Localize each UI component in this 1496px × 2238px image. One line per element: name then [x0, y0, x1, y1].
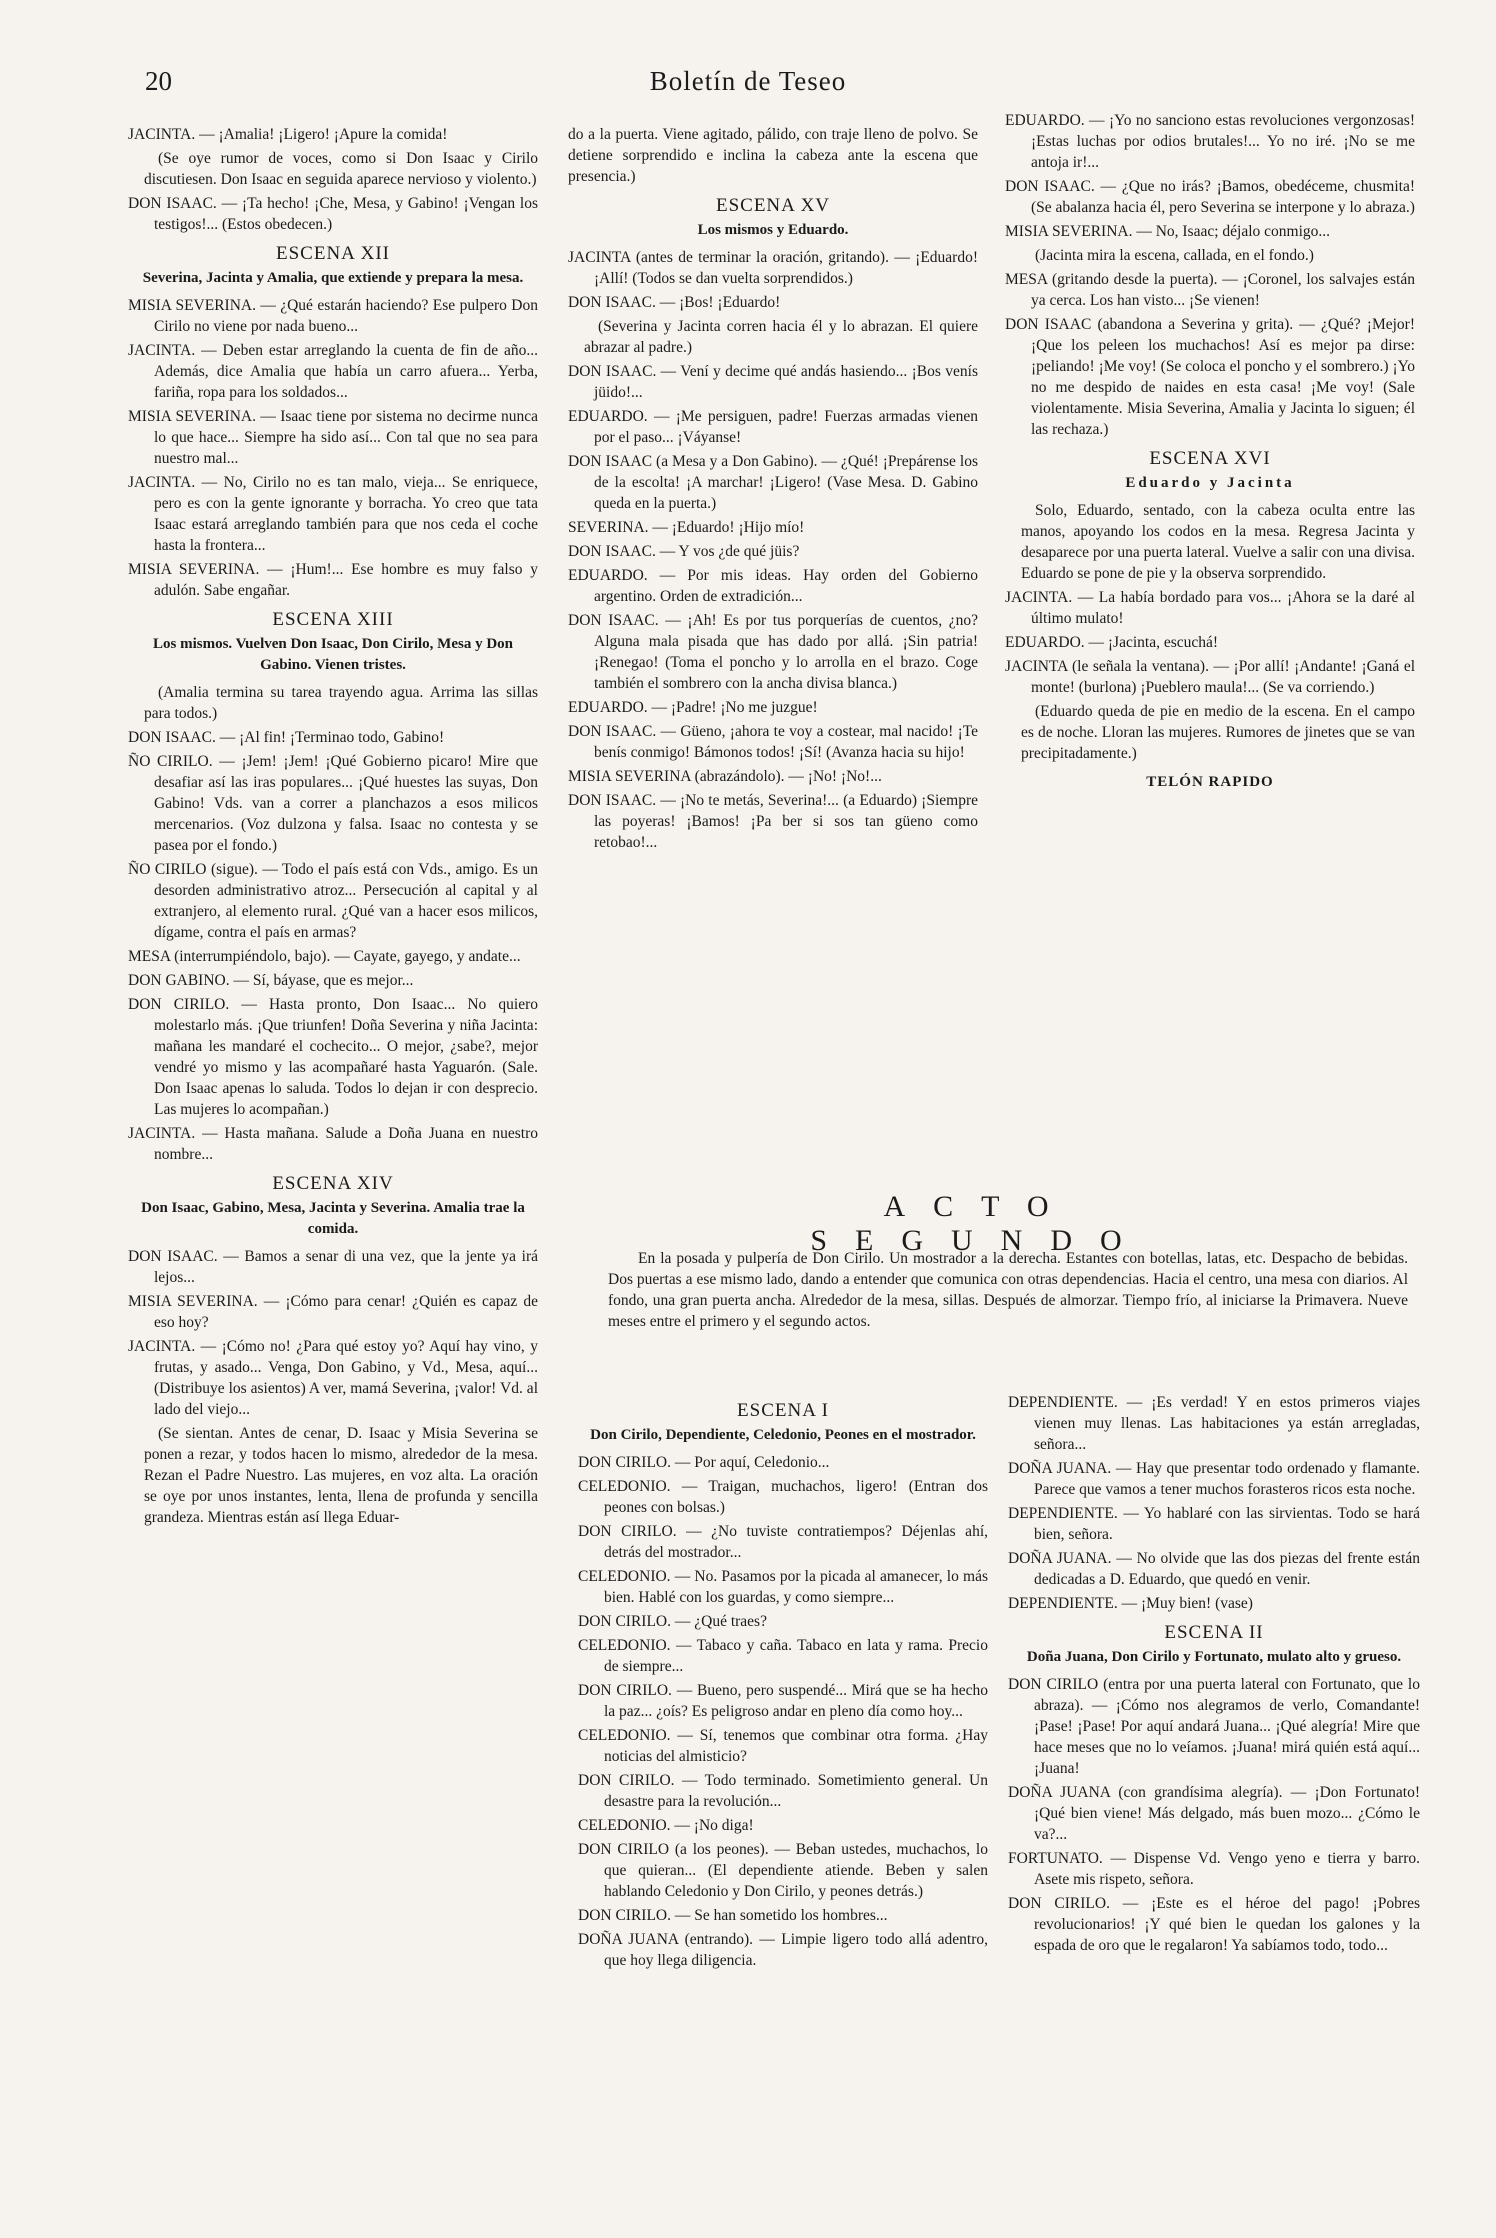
dialogue-line: MESA (gritando desde la puerta). — ¡Coronel, los salvajes están ya cerca. Los han visto... ¡Se vienen!: [1005, 271, 1415, 309]
dialogue-line: EDUARDO. — ¡Padre! ¡No me juzgue!: [568, 699, 818, 716]
dialogue-line: MISIA SEVERINA. — No, Isaac; déjalo conmigo...: [1005, 223, 1331, 240]
stage-direction: (Amalia termina su tarea trayendo agua. Arrima las sillas para todos.): [144, 684, 538, 722]
dialogue-line: CELEDONIO. — Traigan, muchachos, ligero! (Entran dos peones con bolsas.): [578, 1478, 988, 1516]
scene-characters: Severina, Jacinta y Amalia, que extiende y prepara la mesa.: [142, 270, 524, 286]
curtain-note: TELÓN RAPIDO: [1146, 774, 1274, 790]
stage-direction: (Eduardo queda de pie en medio de la escena. En el campo es de noche. Lloran las mujeres. Rumores de jinetes que se van precipitadamente.): [1021, 703, 1415, 762]
column-bottom-right: [1008, 1392, 1420, 2222]
dialogue-line: CELEDONIO. — Sí, tenemos que combinar otra forma. ¿Hay noticias del almisticio?: [578, 1727, 988, 1765]
scene-title: ESCENA II: [1164, 1622, 1264, 1643]
scene-characters: Don Isaac, Gabino, Mesa, Jacinta y Severina. Amalia trae la comida.: [141, 1200, 525, 1237]
dialogue-line: DON ISAAC. — Vení y decime qué andás hasiendo... ¡Bos venís jüido!...: [568, 363, 978, 401]
dialogue-line: DON ISAAC. — ¡Ta hecho! ¡Che, Mesa, y Gabino! ¡Vengan los testigos!... (Estos obedecen.): [128, 195, 538, 233]
dialogue-line: DON ISAAC. — ¡Al fin! ¡Terminao todo, Gabino!: [128, 729, 445, 746]
dialogue-line: MISIA SEVERINA. — Isaac tiene por sistema no decirme nunca lo que hace... Siempre ha sido así... Con tal que no sea para nuestro mal...: [128, 408, 538, 467]
dialogue-line: DOÑA JUANA (entrando). — Limpie ligero todo allá adentro, que hoy llega diligencia.: [578, 1931, 988, 1969]
stage-direction: (Se sientan. Antes de cenar, D. Isaac y Misia Severina se ponen a rezar, y todos hacen lo mismo, alrededor de la mesa. Rezan el Padre Nuestro. Las mujeres, en voz alta. La oración se oye por unos instantes, lenta, llena de profunda y sencilla grandeza. Mientras están así llega Eduar-: [144, 1425, 538, 1526]
act-intro: En la posada y pulpería de Don Cirilo. Un mostrador a la derecha. Estantes con botellas, latas, etc. Despacho de bebidas. Dos puertas a ese mismo lado, dando a entender que comunica con otras dependencias. Hacia el centro, una mesa con diarios. Al fondo, una gran puerta ancha. Alrededor de la mesa, sillas. Después de almorzar. Tiempo frío, al iniciarse la Primavera. Nueve meses entre el primero y el segundo actos.: [608, 1250, 1408, 1330]
column-bottom-middle: [578, 1392, 988, 2222]
page-number: 20: [145, 66, 172, 96]
dialogue-line: JACINTA. — ¡Amalia! ¡Ligero! ¡Apure la comida!: [128, 126, 448, 143]
dialogue-line: SEVERINA. — ¡Eduardo! ¡Hijo mío!: [568, 519, 805, 536]
stage-direction: Solo, Eduardo, sentado, con la cabeza oculta entre las manos, apoyando los codos en la mesa. Regresa Jacinta y desaparece por una puerta lateral. Vuelve a salir con una divisa. Eduardo se pone de pie y la observa sorprendido.: [1021, 502, 1415, 582]
dialogue-line: DON CIRILO. — Por aquí, Celedonio...: [578, 1454, 830, 1471]
dialogue-line: DEPENDIENTE. — ¡Muy bien! (vase): [1008, 1595, 1253, 1612]
dialogue-line: MESA (interrumpiéndolo, bajo). — Cayate, gayego, y andate...: [128, 948, 521, 965]
dialogue-line: JACINTA (le señala la ventana). — ¡Por allí! ¡Andante! ¡Ganá el monte! (burlona) ¡Pueblero maula!... (Se va corriendo.): [1005, 658, 1415, 696]
dialogue-line: EDUARDO. — Por mis ideas. Hay orden del Gobierno argentino. Orden de extradición...: [568, 567, 978, 605]
dialogue-line: MISIA SEVERINA. — ¡Cómo para cenar! ¿Quién es capaz de eso hoy?: [128, 1293, 538, 1331]
dialogue-line: FORTUNATO. — Dispense Vd. Vengo yeno e tierra y barro. Asete mis rispeto, señora.: [1008, 1850, 1420, 1888]
dialogue-line: MISIA SEVERINA. — ¿Qué estarán haciendo? Ese pulpero Don Cirilo no viene por nada bueno...: [128, 297, 538, 335]
dialogue-line: DOÑA JUANA. — Hay que presentar todo ordenado y flamante. Parece que vamos a tener muchos forasteros ricos esta noche.: [1008, 1460, 1420, 1498]
scene-title: ESCENA XIII: [272, 609, 394, 630]
scene-characters: Los mismos y Eduardo.: [697, 222, 849, 238]
dialogue-line: MISIA SEVERINA. — ¡Hum!... Ese hombre es muy falso y adulón. Sabe engañar.: [128, 561, 538, 599]
dialogue-line: DON ISAAC. — Y vos ¿de qué jüis?: [568, 543, 800, 560]
scene-characters: Los mismos. Vuelven Don Isaac, Don Cirilo, Mesa y Don Gabino. Vienen tristes.: [152, 636, 514, 673]
scene-characters: Doña Juana, Don Cirilo y Fortunato, mulato alto y grueso.: [1026, 1649, 1402, 1665]
dialogue-line: DOÑA JUANA. — No olvide que las dos piezas del frente están dedicadas a D. Eduardo, que quedó en venir.: [1008, 1550, 1420, 1588]
dialogue-line: DON ISAAC. — ¡No te metás, Severina!... (a Eduardo) ¡Siempre las poyeras! ¡Bamos! ¡Pa ber si sos tan güeno como retobao!...: [568, 792, 978, 851]
journal-title: Boletín de Teseo: [649, 66, 847, 96]
dialogue-line: DOÑA JUANA (con grandísima alegría). — ¡Don Fortunato! ¡Qué bien viene! Más delgado, más buen mozo... ¿Cómo le va?...: [1008, 1784, 1420, 1843]
dialogue-line: DON CIRILO. — Se han sometido los hombres...: [578, 1907, 888, 1924]
dialogue-line: DON CIRILO. — ¿Qué traes?: [578, 1613, 767, 1630]
dialogue-line: EDUARDO. — ¡Yo no sanciono estas revoluciones vergonzosas! ¡Estas luchas por odios brutales!... Yo no iré. ¡No se me antoja ir!...: [1005, 112, 1415, 171]
dialogue-line: DON CIRILO (entra por una puerta lateral con Fortunato, que lo abraza). — ¡Cómo nos alegramos de verlo, Comandante! ¡Pase! ¡Pase! Por aquí andará Juana... ¡Qué alegría! Mire que hace meses que no lo veíamos. ¡Juana! mirá quién está aquí... ¡Juana!: [1008, 1676, 1420, 1777]
dialogue-line: DEPENDIENTE. — Yo hablaré con las sirvientas. Todo se hará bien, señora.: [1008, 1505, 1420, 1543]
dialogue-line: EDUARDO. — ¡Jacinta, escuchá!: [1005, 634, 1219, 651]
stage-direction: (Severina y Jacinta corren hacia él y lo abrazan. El quiere abrazar al padre.): [584, 318, 978, 356]
dialogue-line: JACINTA (antes de terminar la oración, gritando). — ¡Eduardo! ¡Allí! (Todos se dan vuelta sorprendidos.): [568, 249, 978, 287]
stage-direction: (Se oye rumor de voces, como si Don Isaac y Cirilo discutiesen. Don Isaac en seguida aparece nervioso y violento.): [144, 150, 538, 188]
paragraph: do a la puerta. Viene agitado, pálido, con traje lleno de polvo. Se detiene sorprendido e inclina la cabeza ante la escena que presencia.): [568, 126, 978, 185]
dialogue-line: DON CIRILO. — Hasta pronto, Don Isaac... No quiero molestarlo más. ¡Que triunfen! Doña Severina y niña Jacinta: mañana les mandaré el cochecito... O mejor, ¿sabe?, mejor vendré yo mismo y las acompañaré hasta Yaguarón. (Sale. Don Isaac apenas lo saluda. Todos lo dejan ir con desprecio. Las mujeres lo acompañan.): [128, 996, 538, 1118]
scene-characters: Don Cirilo, Dependiente, Celedonio, Peones en el mostrador.: [590, 1427, 976, 1443]
dialogue-line: DON CIRILO. — Bueno, pero suspendé... Mirá que se ha hecho la paz... ¿oís? Es peligroso andar en pleno día como hoy...: [578, 1682, 988, 1720]
dialogue-line: DON ISAAC. — ¡Ah! Es por tus porquerías de cuentos, ¿no? Alguna mala pisada que has dado por allá. ¡Sin patria! ¡Renegao! (Toma el poncho y lo arrolla en el brazo. Coge también el sombrero con la ancha divisa blanca.): [568, 612, 978, 692]
dialogue-line: DON ISAAC. — Güeno, ¡ahora te voy a costear, mal nacido! ¡Te benís conmigo! Bámonos todos! ¡Sí! (Avanza hacia su hijo!: [568, 723, 978, 761]
scene-title: ESCENA I: [737, 1400, 829, 1421]
dialogue-line: JACINTA. — Deben estar arreglando la cuenta de fin de año... Además, dice Amalia que había un carro afuera... Yerba, fariña, ropa para los soldados...: [128, 342, 538, 401]
dialogue-line: CELEDONIO. — Tabaco y caña. Tabaco en lata y rama. Precio de siempre...: [578, 1637, 988, 1675]
dialogue-line: DEPENDIENTE. — ¡Es verdad! Y en estos primeros viajes vienen muy llenas. Las habitaciones ya están arregladas, señora...: [1008, 1394, 1420, 1453]
dialogue-line: CELEDONIO. — No. Pasamos por la picada al amanecer, lo más bien. Hablé con los guardas, y como siempre...: [578, 1568, 988, 1606]
dialogue-line: DON ISAAC. — ¿Que no irás? ¡Bamos, obedéceme, chusmita! (Se abalanza hacia él, pero Severina se interpone y lo abraza.): [1005, 178, 1415, 216]
act-title: ACTO SEGUNDO: [810, 1190, 1150, 1257]
dialogue-line: DON CIRILO. — ¡Este es el héroe del pago! ¡Pobres revolucionarios! ¡Y qué bien le quedan los galones y la espada de oro que le regalaron! Ya sabíamos todo, todo...: [1008, 1895, 1420, 1954]
column-middle: [568, 124, 978, 1174]
dialogue-line: DON ISAAC. — ¡Bos! ¡Eduardo!: [568, 294, 781, 311]
dialogue-line: JACINTA. — Hasta mañana. Salude a Doña Juana en nuestro nombre...: [128, 1125, 538, 1163]
page-header: [0, 62, 1496, 102]
scene-title: ESCENA XV: [715, 195, 831, 216]
column-right: [1005, 110, 1415, 1170]
dialogue-line: DON CIRILO. — Todo terminado. Sometimiento general. Un desastre para la revolución...: [578, 1772, 988, 1810]
dialogue-line: JACINTA. — La había bordado para vos... ¡Ahora se la daré al último mulato!: [1005, 589, 1415, 627]
dialogue-line: MISIA SEVERINA (abrazándolo). — ¡No! ¡No!...: [568, 768, 882, 785]
dialogue-line: DON GABINO. — Sí, báyase, que es mejor...: [128, 972, 414, 989]
scene-characters: Eduardo y Jacinta: [1125, 475, 1295, 491]
scene-title: ESCENA XII: [276, 243, 390, 264]
dialogue-line: DON ISAAC (abandona a Severina y grita). — ¿Qué? ¡Mejor! ¡Que los peleen los muchachos! Así es mejor pa dirse: ¡peliando! ¡Me voy! (Se coloca el poncho y el sombrero.) ¡Yo no me despido de naides en esta casa! ¡Me voy! (Sale violentamente. Misia Severina, Amalia y Jacinta lo siguen; él las rechaza.): [1005, 316, 1415, 438]
stage-direction: (Jacinta mira la escena, callada, en el fondo.): [1035, 247, 1314, 264]
dialogue-line: DON CIRILO. — ¿No tuviste contratiempos? Déjenlas ahí, detrás del mostrador...: [578, 1523, 988, 1561]
dialogue-line: ÑO CIRILO. — ¡Jem! ¡Jem! ¡Qué Gobierno picaro! Mire que desafiar así las iras populares... ¡Qué huestes las suyas, Don Gabino! Vds. van a correr a planchazos a esos milicos mercenarios. (Voz dulzona y falsa. Isaac no contesta y se pasea por el fondo.): [128, 753, 538, 854]
dialogue-line: EDUARDO. — ¡Me persiguen, padre! Fuerzas armadas vienen por el paso... ¡Váyanse!: [568, 408, 978, 446]
dialogue-line: CELEDONIO. — ¡No diga!: [578, 1817, 754, 1834]
scene-title: ESCENA XIV: [272, 1173, 394, 1194]
dialogue-line: DON ISAAC. — Bamos a senar di una vez, que la jente ya irá lejos...: [128, 1248, 538, 1286]
dialogue-line: DON ISAAC (a Mesa y a Don Gabino). — ¿Qué! ¡Prepárense los de la escolta! ¡A marchar! ¡Ligero! (Vase Mesa. D. Gabino queda en la puerta.): [568, 453, 978, 512]
dialogue-line: DON CIRILO (a los peones). — Beban ustedes, muchachos, lo que quieran... (El dependiente atiende. Beben y salen hablando Celedonio y Don Cirilo, y peones detrás.): [578, 1841, 988, 1900]
dialogue-line: JACINTA. — ¡Cómo no! ¿Para qué estoy yo? Aquí hay vino, y frutas, y asado... Venga, Don Gabino, y Vd., Mesa, aquí... (Distribuye los asientos) A ver, mamá Severina, ¡valor! Vd. al lado del viejo...: [128, 1338, 538, 1418]
scene-title: ESCENA XVI: [1149, 448, 1271, 469]
dialogue-line: JACINTA. — No, Cirilo no es tan malo, vieja... Se enriquece, pero es con la gente ignorante y borracha. Yo creo que tata Isaac estará arreglando también para que nos ceda el coche hasta la frontera...: [128, 474, 538, 554]
column-left: [128, 124, 538, 2219]
dialogue-line: ÑO CIRILO (sigue). — Todo el país está con Vds., amigo. Es un desorden administrativo atroz... Persecución al capital y al extranjero, al elemento rural. ¿Qué van a hacer esos milicos, dígame, contra el país en armas?: [128, 861, 538, 941]
